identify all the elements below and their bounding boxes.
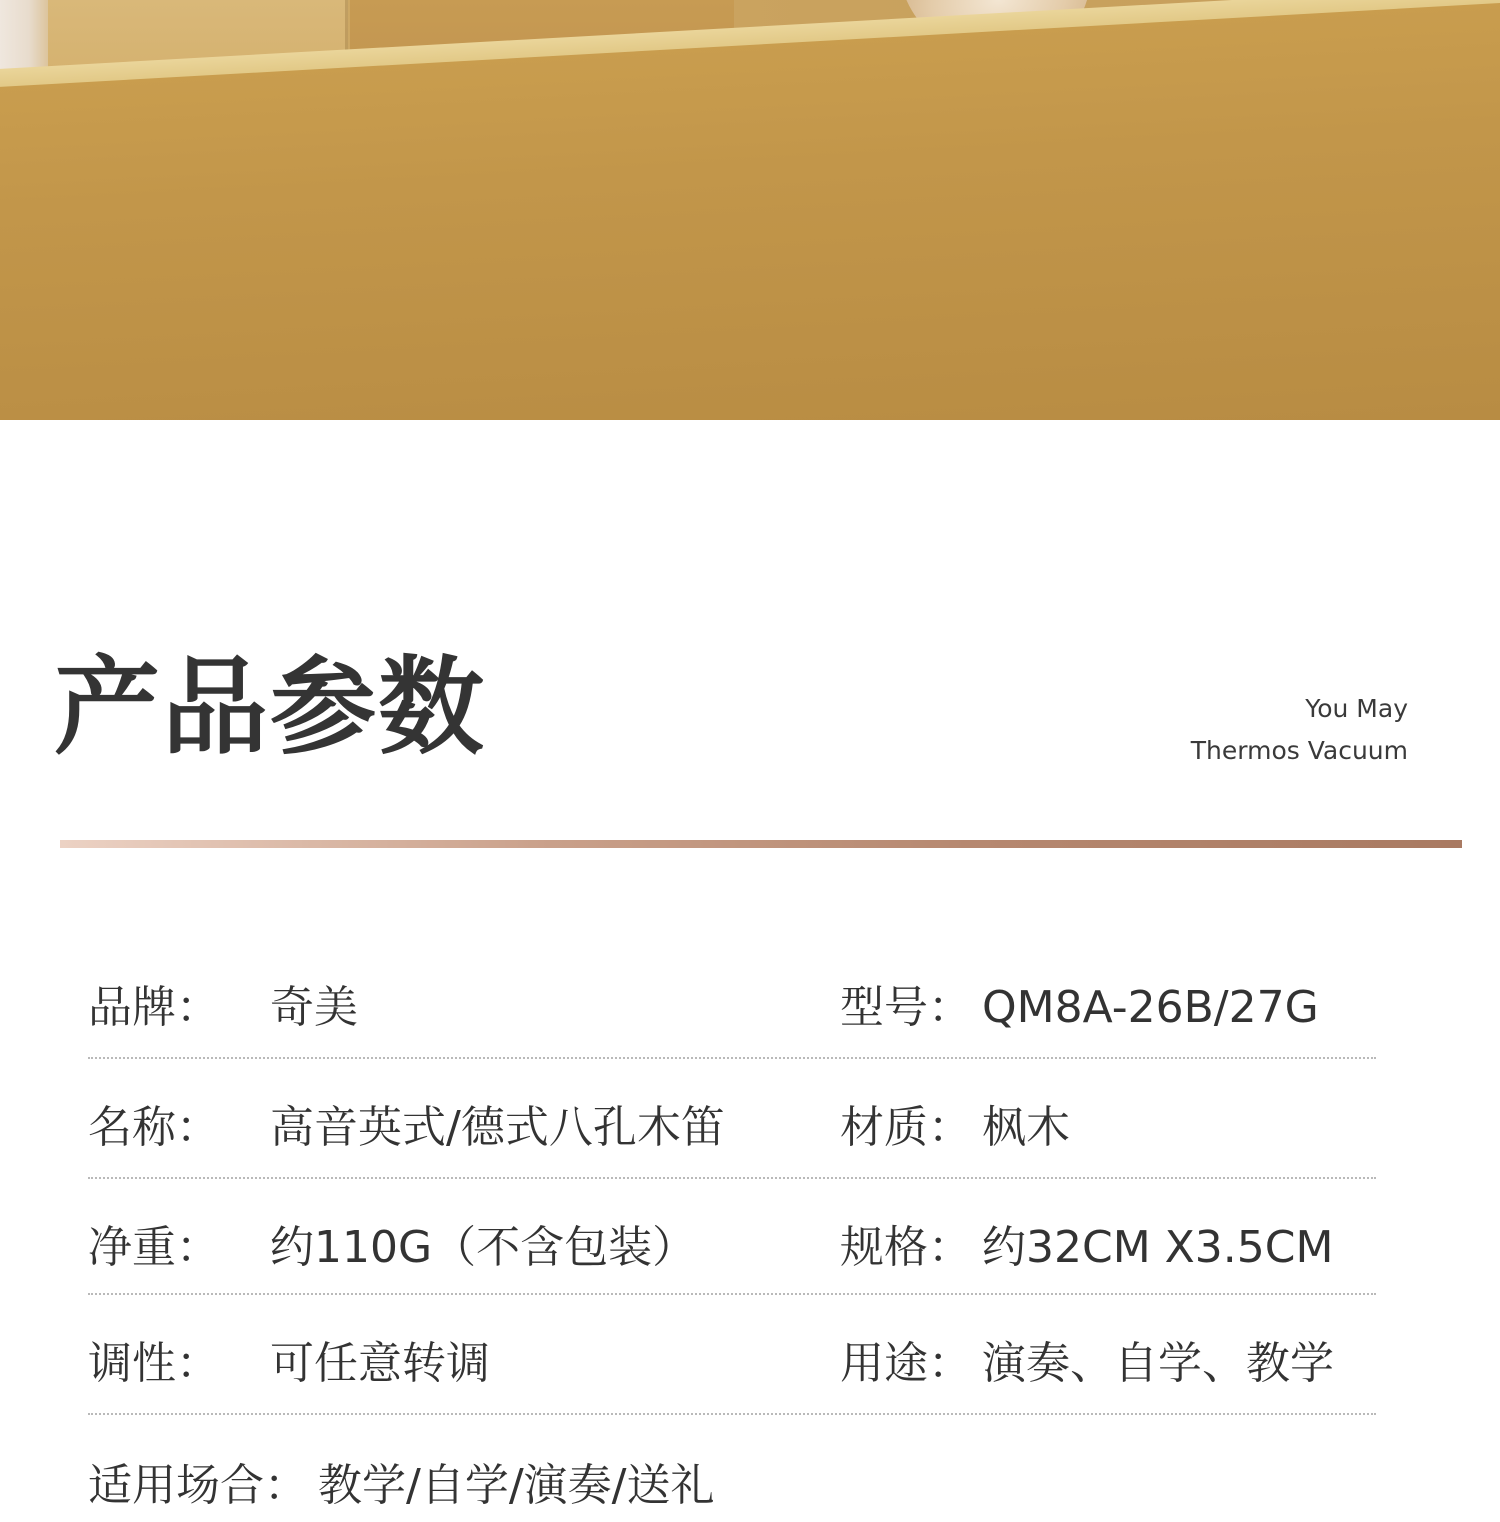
spec-row-divider: [88, 1177, 1376, 1179]
spec-label-brand: 品牌：: [88, 982, 220, 1033]
spec-value-name: 高音英式/德式八孔木笛: [270, 1102, 725, 1153]
spec-value-brand: 奇美: [270, 982, 358, 1033]
spec-label-occasion: 适用场合：: [88, 1460, 308, 1511]
spec-row-divider: [88, 1413, 1376, 1415]
section-subtitle: [1191, 688, 1408, 772]
spec-row-key: [88, 1316, 1376, 1436]
spec-row-weight: [88, 1200, 1376, 1316]
spec-value-material: 枫木: [982, 1102, 1070, 1153]
spec-value-model: QM8A-26B/27G: [982, 982, 1319, 1033]
spec-label-size: 规格：: [840, 1222, 972, 1273]
spec-row-divider: [88, 1293, 1376, 1295]
spec-label-material: 材质：: [840, 1102, 972, 1153]
spec-label-name: 名称：: [88, 1102, 220, 1153]
spec-value-occasion: 教学/自学/演奏/送礼: [318, 1460, 715, 1511]
spec-table: [88, 960, 1376, 1436]
spec-row-name: [88, 1080, 1376, 1200]
spec-value-key: 可任意转调: [270, 1338, 490, 1389]
product-banner-image: [0, 0, 1500, 420]
spec-label-key: 调性：: [88, 1338, 220, 1389]
spec-value-weight: 约110G（不含包装）: [270, 1222, 697, 1273]
subtitle-line-2: Thermos Vacuum: [1190, 736, 1408, 765]
spec-row-divider: [88, 1057, 1376, 1059]
subtitle-line-1: You May: [1305, 694, 1408, 723]
spec-row-brand: [88, 960, 1376, 1080]
spec-label-weight: 净重：: [88, 1222, 220, 1273]
title-divider-bar: [60, 840, 1462, 848]
spec-label-usage: 用途：: [840, 1338, 972, 1389]
spec-row-occasion: [88, 1458, 714, 1514]
spec-label-model: 型号：: [840, 982, 972, 1033]
section-title: 产品参数: [54, 646, 486, 769]
spec-value-usage: 演奏、自学、教学: [982, 1338, 1334, 1389]
spec-value-size: 约32CM X3.5CM: [982, 1222, 1334, 1273]
